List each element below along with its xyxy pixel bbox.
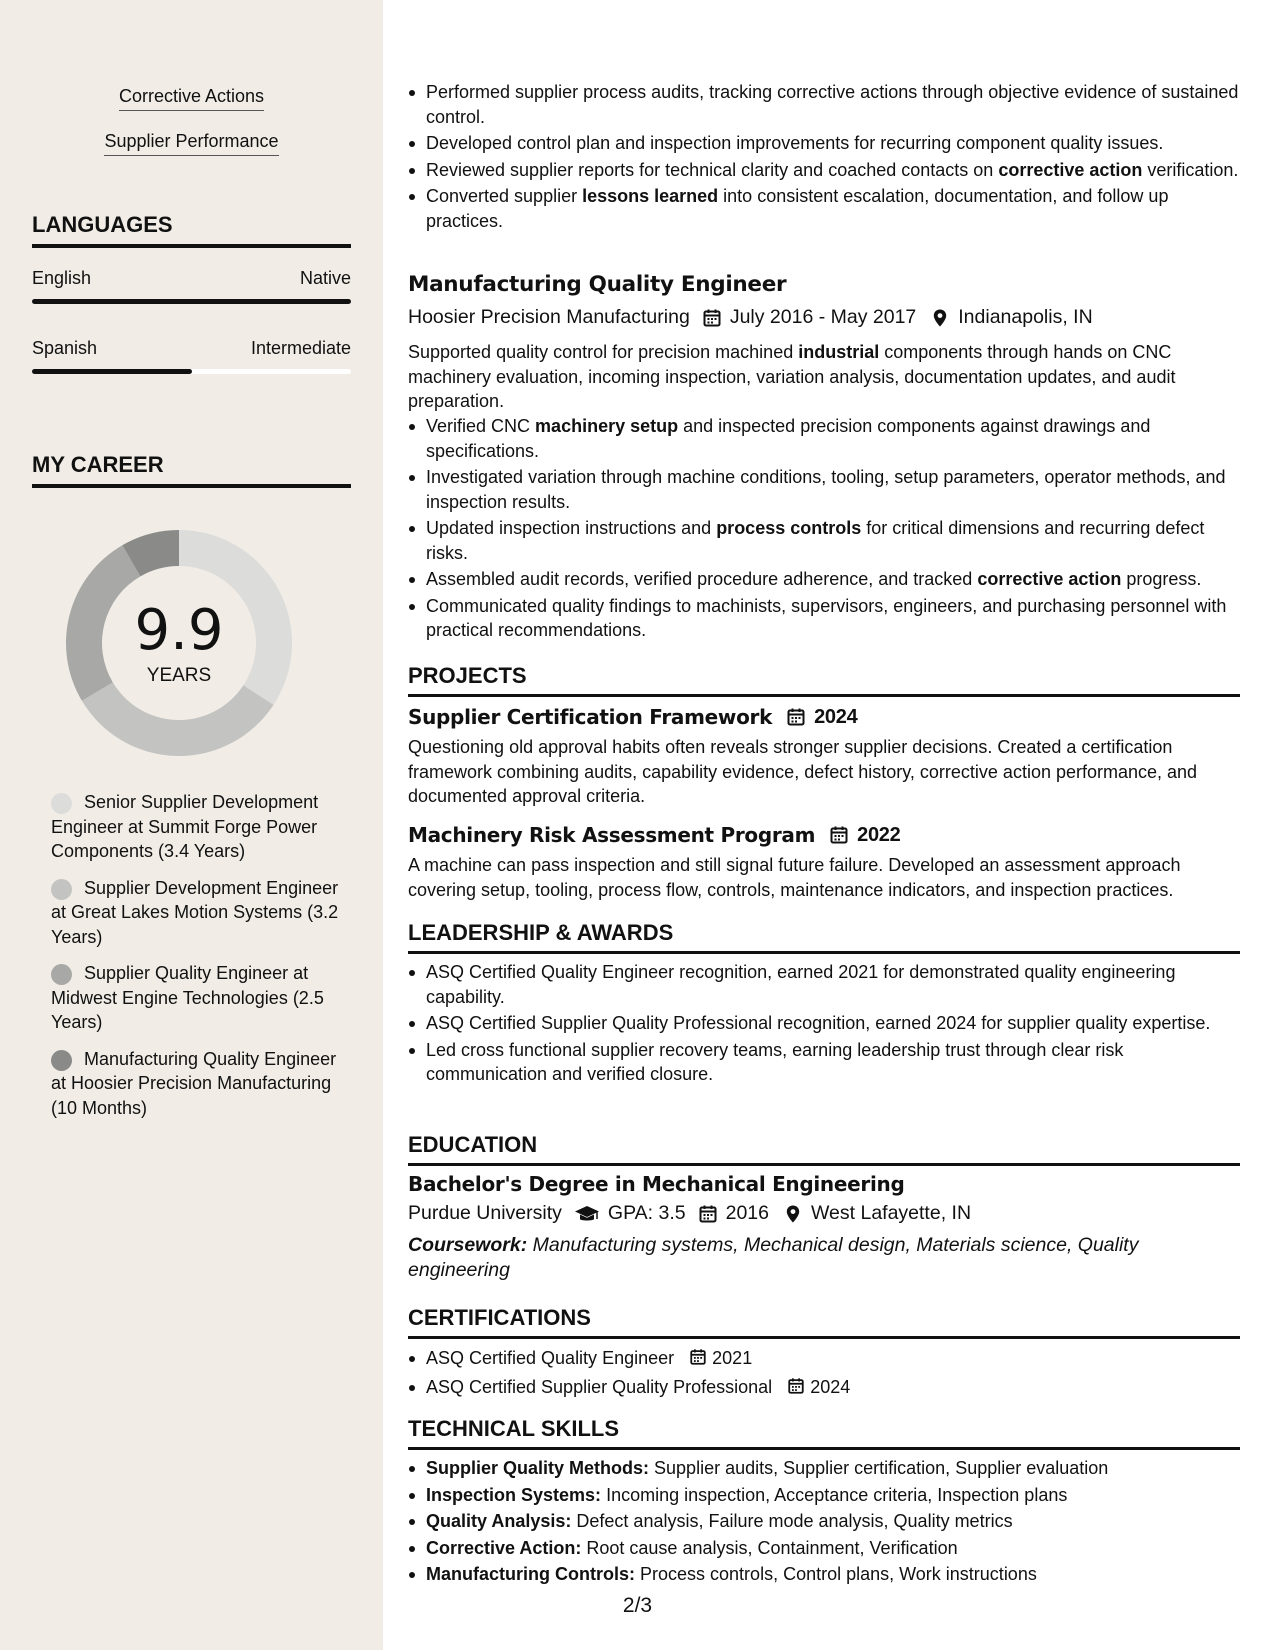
bullet-item: Led cross functional supplier recovery teams, earning leadership trust through clear risk communication and verified closure. — [408, 1038, 1240, 1087]
projects-heading: PROJECTS — [408, 663, 1240, 697]
legend-dot-icon — [51, 1050, 72, 1071]
calendar-icon — [689, 1348, 707, 1373]
certification-year: 2021 — [712, 1348, 753, 1368]
legend-dot-icon — [51, 964, 72, 985]
legend-dot-icon — [51, 793, 72, 814]
bullet-item: Updated inspection instructions and process controls for critical dimensions and recurring defect risks. — [408, 516, 1240, 565]
education-gpa: GPA: 3.5 — [607, 1202, 686, 1224]
calendar-icon — [829, 825, 849, 845]
graduation-cap-icon — [574, 1204, 600, 1224]
skills-heading: TECHNICAL SKILLS — [408, 1416, 1240, 1450]
skill-link-supplier-performance[interactable]: Supplier Performance — [0, 131, 383, 156]
language-proficiency-bar — [32, 369, 351, 374]
education-coursework: Coursework: Manufacturing systems, Mechanical design, Materials science, Quality engineering — [408, 1234, 1139, 1281]
awards-list — [408, 960, 1240, 1089]
bullet-item: Verified CNC machinery setup and inspected precision components against drawings and specifications. — [408, 414, 1240, 463]
education-meta — [408, 1202, 1240, 1225]
job-location: Indianapolis, IN — [958, 306, 1093, 328]
bullet-item: Converted supplier lessons learned into consistent escalation, documentation, and follow up practices. — [408, 184, 1240, 233]
job-company: Hoosier Precision Manufacturing — [408, 306, 690, 328]
calendar-icon — [702, 308, 722, 328]
certifications-heading: CERTIFICATIONS — [408, 1305, 1240, 1339]
bullet-item: ASQ Certified Quality Engineer recognition, earned 2021 for demonstrated quality engineering capability. — [408, 960, 1240, 1009]
language-row — [32, 268, 351, 289]
donut-segment-2 — [82, 682, 274, 756]
language-level: Intermediate — [250, 338, 351, 358]
bullet-item: Communicated quality findings to machinists, supervisors, engineers, and purchasing personnel with practical recommendations. — [408, 594, 1240, 643]
career-years-label: YEARS — [146, 665, 212, 686]
calendar-icon — [787, 1377, 805, 1402]
bullet-item: Performed supplier process audits, tracking corrective actions through objective evidence of sustained control. — [408, 80, 1240, 129]
calendar-icon — [786, 707, 806, 727]
bullet-item: ASQ Certified Supplier Quality Professional recognition, earned 2024 for supplier quality expertise. — [408, 1011, 1240, 1036]
certification-year: 2024 — [810, 1376, 851, 1397]
skill-item: Inspection Systems: Incoming inspection, Acceptance criteria, Inspection plans — [408, 1483, 1240, 1508]
calendar-icon — [698, 1204, 718, 1224]
project-title: Machinery Risk Assessment Program 2022 — [408, 823, 901, 847]
job-title: Manufacturing Quality Engineer — [408, 272, 787, 297]
education-heading: EDUCATION — [408, 1132, 1240, 1166]
bullet-item: Investigated variation through machine conditions, tooling, setup parameters, operator methods, and inspection results. — [408, 465, 1240, 514]
legend-dot-icon — [51, 879, 72, 900]
language-proficiency-bar — [32, 299, 351, 304]
job-dates: July 2016 - May 2017 — [729, 306, 917, 328]
bullet-item: Reviewed supplier reports for technical clarity and coached contacts on corrective action verification. — [408, 158, 1240, 183]
skill-link-corrective-actions[interactable]: Corrective Actions — [0, 86, 383, 111]
education-degree: Bachelor's Degree in Mechanical Engineering — [408, 1172, 905, 1196]
job-meta — [408, 306, 1240, 329]
page-number: 2/3 — [622, 1594, 653, 1617]
education-school: Purdue University — [408, 1202, 562, 1224]
language-name: Spanish — [32, 338, 98, 358]
education-location: West Lafayette, IN — [810, 1202, 972, 1224]
language-name: English — [32, 268, 92, 288]
language-row — [32, 338, 351, 359]
career-heading: MY CAREER — [32, 452, 351, 488]
main-content — [408, 0, 1240, 1650]
skill-item: Supplier Quality Methods: Supplier audits, Supplier certification, Supplier evaluation — [408, 1456, 1240, 1481]
career-legend-item: Supplier Development Engineer at Great Lakes Motion Systems (3.2 Years) — [51, 877, 339, 947]
education-year: 2016 — [725, 1202, 769, 1224]
awards-heading: LEADERSHIP & AWARDS — [408, 920, 1240, 954]
languages-heading: LANGUAGES — [32, 212, 351, 248]
job-bullets — [408, 414, 1240, 645]
skill-item: Manufacturing Controls: Process controls, Control plans, Work instructions — [408, 1562, 1240, 1587]
location-pin-icon — [783, 1204, 803, 1224]
bullet-item: Developed control plan and inspection improvements for recurring component quality issues. — [408, 131, 1240, 156]
project-year: 2022 — [857, 823, 901, 846]
project-year: 2024 — [814, 705, 858, 728]
previous-job-bullets — [408, 80, 1240, 235]
career-legend-item: Manufacturing Quality Engineer at Hoosier Precision Manufacturing (10 Months) — [51, 1048, 337, 1118]
project-description: Questioning old approval habits often reveals stronger supplier decisions. Created a certification framework combining audits, capability evidence, defect history, corrective action performance, and documented approval criteria. — [408, 737, 1198, 806]
project-description: A machine can pass inspection and still signal future failure. Developed an assessment approach covering setup, tooling, process flow, controls, maintenance indicators, and inspection practices. — [408, 855, 1181, 900]
certification-item: ASQ Certified Quality Engineer 2021 — [408, 1346, 1240, 1373]
sidebar — [0, 0, 383, 1650]
bullet-item: Assembled audit records, verified procedure adherence, and tracked corrective action progress. — [408, 567, 1240, 592]
skill-item: Corrective Action: Root cause analysis, Containment, Verification — [408, 1536, 1240, 1561]
skills-list — [408, 1456, 1240, 1589]
career-legend-item: Senior Supplier Development Engineer at Summit Forge Power Components (3.4 Years) — [51, 792, 319, 861]
career-legend — [51, 790, 341, 1132]
language-level: Native — [299, 268, 351, 288]
job-summary: Supported quality control for precision machined industrial components through hands on CNC machinery evaluation, incoming inspection, variation analysis, documentation updates, and audit preparation. — [408, 342, 1176, 411]
location-pin-icon — [930, 308, 950, 328]
certifications-list — [408, 1346, 1240, 1403]
certification-item: ASQ Certified Supplier Quality Professional 2024 — [408, 1375, 1240, 1402]
career-legend-item: Supplier Quality Engineer at Midwest Engine Technologies (2.5 Years) — [51, 963, 324, 1032]
project-title: Supplier Certification Framework 2024 — [408, 705, 858, 729]
skill-item: Quality Analysis: Defect analysis, Failure mode analysis, Quality metrics — [408, 1509, 1240, 1534]
career-total-years: 9.9 — [134, 598, 224, 663]
